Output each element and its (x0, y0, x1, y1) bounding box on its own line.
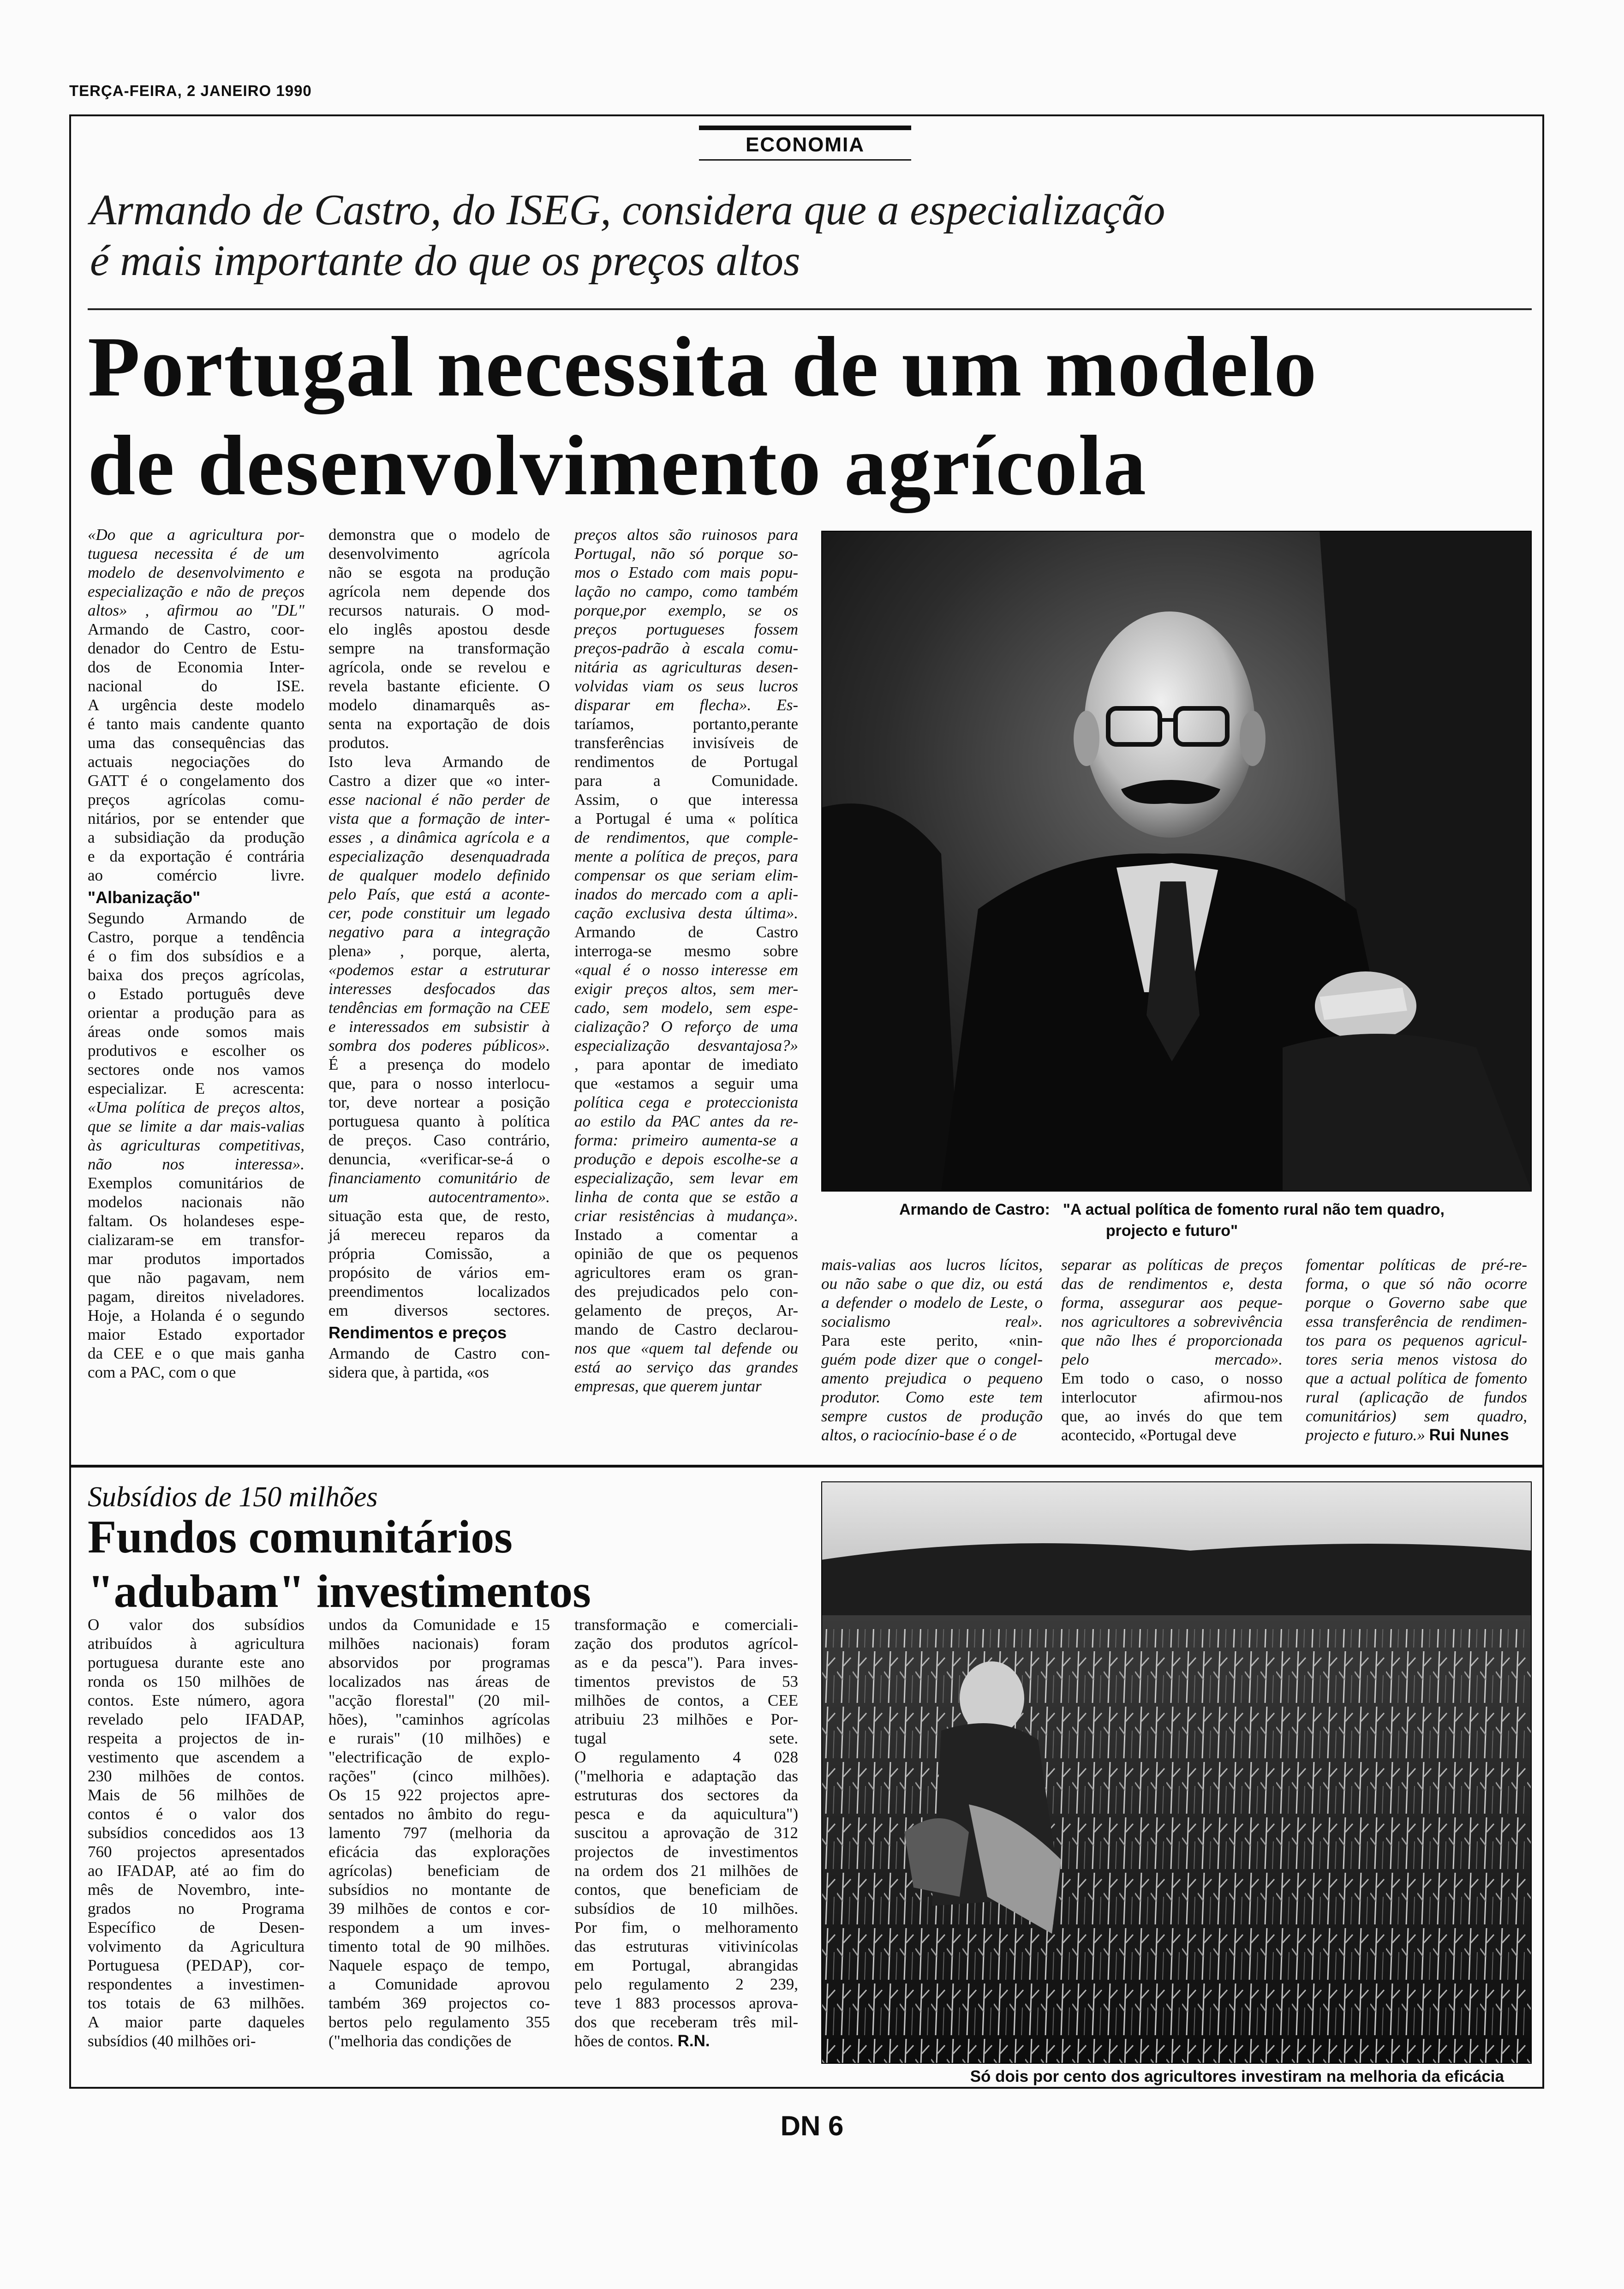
text-line: também 369 projectos co- (328, 1994, 550, 2012)
text-line: esses , a dinâmica agrícola e a (328, 828, 550, 846)
text-line: em Portugal, abrangidas (574, 1956, 798, 1974)
text-line: hões de contos. R.N. (574, 2032, 710, 2050)
text-line: Exemplos comunitários de (88, 1174, 304, 1192)
text-line: separar as políticas de preços (1061, 1256, 1283, 1274)
text-line: ("melhoria das condições de (328, 2032, 512, 2050)
text-line: milhões de contos, a CEE (574, 1691, 798, 1709)
field-photo-image (821, 1481, 1532, 2064)
text-line: produtos. (328, 734, 389, 752)
text-line: denador do Centro de Estu- (88, 639, 304, 657)
article1-column-6 (1306, 1255, 1527, 1444)
text-line: mos o Estado com mais popu- (574, 563, 798, 581)
text-line: preços-padrão à escala comu- (574, 639, 798, 657)
text-line: Instado a comentar a (574, 1226, 798, 1244)
text-line: exigir preços altos, sem mer- (574, 980, 798, 998)
text-line: orientar a produção para as (88, 1004, 304, 1022)
text-line: teve 1 883 processos aprova- (574, 1994, 798, 2012)
text-line: gelamento de preços, Ar- (574, 1301, 798, 1319)
text-line: de preços. Caso contrário, (328, 1131, 550, 1149)
text-line: plena» , porque, alerta, (328, 942, 550, 960)
text-line: undos da Comunidade e 15 (328, 1616, 550, 1634)
text-line: ao comércio livre. (88, 866, 304, 884)
text-line: Castro, porque a tendência (88, 928, 304, 946)
text-line: especialização, sem levar em (574, 1169, 798, 1187)
text-line: áreas onde somos mais (88, 1023, 304, 1041)
text-line: esse nacional é não perder de (328, 791, 550, 809)
text-line: preços altos são ruinosos para (574, 526, 798, 544)
text-line: cado, sem modelo, sem espe- (574, 999, 798, 1017)
text-line: Armando de Castro con- (328, 1344, 550, 1362)
text-line: atribuídos à agricultura (88, 1635, 304, 1653)
portrait-caption (830, 1199, 1513, 1241)
text-line: produtor. Como este tem (821, 1388, 1043, 1406)
page-footer-mark: DN 6 (780, 2110, 844, 2141)
text-line: desenvolvimento agrícola (328, 545, 550, 563)
subhead: "Albanização" (88, 888, 201, 907)
text-line: é o fim dos subsídios e a (88, 947, 304, 965)
text-line: sempre na transformação (328, 639, 550, 657)
text-line: comunitários) sem quadro, (1306, 1407, 1527, 1425)
text-line: altos, o raciocínio-base é o de (821, 1426, 1017, 1444)
text-line: cer, pode constituir um legado (328, 904, 550, 922)
text-line: lamento 797 (melhoria da (328, 1824, 550, 1842)
text-line: suscitou a aprovação de 312 (574, 1824, 798, 1842)
text-line: contos. Este número, agora (88, 1691, 304, 1709)
text-line: Portugal, não só porque so- (574, 545, 798, 563)
text-line: sectores onde nos vamos (88, 1061, 304, 1079)
text-line: especializar. E acrescenta: (88, 1079, 304, 1097)
text-line: que não pagavam, nem (88, 1269, 304, 1287)
text-line: porque o Governo sabe que (1306, 1294, 1527, 1312)
text-line: des prejudicados pelo con- (574, 1282, 798, 1300)
text-line: timentos previstos de 53 (574, 1672, 798, 1690)
text-line: dos de Economia Inter- (88, 658, 304, 676)
portrait-photo-image (821, 531, 1532, 1192)
text-line: Isto leva Armando de (328, 753, 550, 771)
text-line: política cega e proteccionista (574, 1093, 798, 1111)
kicker-line: Armando de Castro, do ISEG, considera que a especialização (90, 186, 1165, 234)
text-line: "electrificação de explo- (328, 1748, 550, 1766)
text-line: O valor dos subsídios (88, 1616, 304, 1634)
text-line: empresas, que querem juntar (574, 1377, 762, 1395)
article2-column-3 (574, 1615, 798, 2050)
text-line: preços agrícolas comu- (88, 791, 304, 809)
text-line: A maior parte daqueles (88, 2013, 304, 2031)
text-line: mando de Castro declarou- (574, 1320, 798, 1338)
caption-name: Armando de Castro: (899, 1201, 1050, 1218)
text-line: forma, assegurar aos peque- (1061, 1294, 1283, 1312)
text-line: um autocentramento». (328, 1188, 550, 1206)
text-line: taríamos, portanto,perante (574, 715, 798, 733)
text-line: projectos de investimentos (574, 1843, 798, 1861)
text-line: inados do mercado com a apli- (574, 885, 798, 903)
text-line: rendimentos de Portugal (574, 753, 798, 771)
text-line: «Do que a agricultura por- (88, 526, 304, 544)
text-line: a Portugal é uma « política (574, 809, 798, 827)
article2-headline (88, 1510, 817, 1619)
text-line: baixa dos preços agrícolas, (88, 966, 304, 984)
author-signature: Rui Nunes (1429, 1426, 1509, 1444)
text-line: pesca e da aquicultura") (574, 1805, 798, 1823)
text-line: preendimentos localizados (328, 1282, 550, 1300)
text-line: GATT é o congelamento dos (88, 772, 304, 790)
text-line: Armando de Castro (574, 923, 798, 941)
text-line: transferências invisíveis de (574, 734, 798, 752)
text-line: Segundo Armando de (88, 909, 304, 927)
text-line: nacional do ISE. (88, 677, 304, 695)
text-line: Em todo o caso, o nosso (1061, 1369, 1283, 1387)
text-line: A urgência deste modelo (88, 696, 304, 714)
text-line: Para este perito, «nin- (821, 1331, 1043, 1349)
text-line: já mereceu reparos da (328, 1226, 550, 1244)
text-line: 39 milhões de contos e cor- (328, 1900, 550, 1917)
text-line: Os 15 922 projectos apre- (328, 1786, 550, 1804)
text-line: compensar os que seriam elim- (574, 866, 798, 884)
text-line: as e da pesca"). Para inves- (574, 1654, 798, 1672)
kicker-rule (88, 308, 1532, 310)
text-line: com a PAC, com o que (88, 1363, 236, 1381)
text-line: acontecido, «Portugal deve (1061, 1426, 1237, 1444)
article-separator (69, 1465, 1544, 1468)
text-line: na ordem dos 21 milhões de (574, 1862, 798, 1880)
text-line: eficácia das explorações (328, 1843, 550, 1861)
text-line: porque,por exemplo, se os (574, 601, 798, 619)
article1-column-1 (88, 525, 304, 1382)
text-line: não se esgota na produção (328, 563, 550, 581)
text-line: tores seria menos vistosa do (1306, 1350, 1527, 1368)
text-line: tugal sete. (574, 1729, 798, 1747)
text-line: situação esta que, de resto, (328, 1207, 550, 1225)
portrait-photo (821, 531, 1532, 1192)
article1-column-2 (328, 525, 550, 1382)
text-line: especialização desenquadrada (328, 847, 550, 865)
text-line: opinião de que os pequenos (574, 1245, 798, 1263)
text-line: subsídios (40 milhões ori- (88, 2032, 256, 2050)
text-line: mais-valias aos lucros lícitos, (821, 1256, 1043, 1274)
text-line: sidera que, à partida, «os (328, 1363, 489, 1381)
text-line: de qualquer modelo definido (328, 866, 550, 884)
text-line: atribuiu 23 milhões e Por- (574, 1710, 798, 1728)
text-line: respondentes a investimen- (88, 1975, 304, 1993)
text-line: disparar em flecha». Es- (574, 696, 798, 714)
text-line: sombra dos poderes públicos». (328, 1037, 550, 1055)
text-line: milhões nacionais) foram (328, 1635, 550, 1653)
text-line: para a Comunidade. (574, 772, 798, 790)
headline-line: Portugal necessita de um modelo (88, 319, 1318, 414)
text-line: Hoje, a Holanda é o segundo (88, 1306, 304, 1324)
text-line: projecto e futuro.» Rui Nunes (1306, 1426, 1509, 1444)
text-line: modelos nacionais não (88, 1193, 304, 1211)
text-line: especialização desvantajosa?» (574, 1037, 798, 1055)
text-line: Por fim, o melhoramento (574, 1918, 798, 1936)
text-line: sentados no âmbito do regu- (328, 1805, 550, 1823)
caption-quote-line: projecto e futuro" (1105, 1222, 1238, 1240)
text-line: 230 milhões de contos. (88, 1767, 304, 1785)
text-line: subsídios de 10 milhões. (574, 1900, 798, 1917)
text-line: ao estilo da PAC antes da re- (574, 1112, 798, 1130)
text-line: estruturas dos sectores da (574, 1786, 798, 1804)
text-line: zação dos produtos agrícol- (574, 1635, 798, 1653)
text-line: Específico de Desen- (88, 1918, 304, 1936)
text-line: tuguesa necessita é de um (88, 545, 304, 563)
article2-column-1 (88, 1615, 304, 2050)
text-line: O regulamento 4 028 (574, 1748, 798, 1766)
text-line: às agriculturas competitivas, (88, 1136, 304, 1154)
text-line: que não lhes é proporcionada (1061, 1331, 1283, 1349)
field-photo (821, 1481, 1532, 2064)
text-line: Armando de Castro, coor- (88, 620, 304, 638)
text-line: forma: primeiro aumenta-se a (574, 1131, 798, 1149)
text-line: , para apontar de imediato (574, 1055, 798, 1073)
text-line: em diversos sectores. (328, 1301, 550, 1319)
article1-column-5 (1061, 1255, 1283, 1444)
text-line: senta na exportação de dois (328, 715, 550, 733)
text-line: produção e depois escolhe-se a (574, 1150, 798, 1168)
caption-quote-line: "A actual política de fomento rural não tem quadro, (1063, 1201, 1445, 1218)
text-line: tos totais de 63 milhões. (88, 1994, 304, 2012)
text-line: a Comunidade aprovou (328, 1975, 550, 1993)
text-line: forma, o que só não ocorre (1306, 1275, 1527, 1293)
text-line: interesses desfocados das (328, 980, 550, 998)
text-line: nos agricultores a sobrevivência (1061, 1312, 1283, 1330)
text-line: cialização? O reforço de uma (574, 1018, 798, 1036)
text-line: transformação e comerciali- (574, 1616, 798, 1634)
text-line: «podemos estar a estruturar (328, 961, 550, 979)
text-line: cação exclusiva desta última». (574, 904, 798, 922)
text-line: socialismo real». (821, 1312, 1043, 1330)
text-line: revela bastante eficiente. O (328, 677, 550, 695)
text-line: faltam. Os holandeses espe- (88, 1212, 304, 1230)
text-line: que, ao invés do que tem (1061, 1407, 1283, 1425)
text-line: essa transferência de rendimen- (1306, 1312, 1527, 1330)
text-line: agricultores eram os gran- (574, 1264, 798, 1282)
text-line: interroga-se mesmo sobre (574, 942, 798, 960)
text-line: volvimento da Agricultura (88, 1937, 304, 1955)
text-line: sempre custos de produção (821, 1407, 1043, 1425)
article1-kicker (90, 185, 1428, 286)
text-line: recursos naturais. O mod- (328, 601, 550, 619)
text-line: subsídios concedidos aos 13 (88, 1824, 304, 1842)
text-line: «Uma política de preços altos, (88, 1098, 304, 1116)
text-line: pagam, direitos niveladores. (88, 1288, 304, 1306)
text-line: 760 projectos apresentados (88, 1843, 304, 1861)
article2-kicker: Subsídios de 150 milhões (88, 1481, 378, 1513)
text-line: É a presença do modelo (328, 1055, 550, 1073)
text-line: volvidas viam os seus lucros (574, 677, 798, 695)
text-line: uma das consequências das (88, 734, 304, 752)
text-line: Naquele espaço de tempo, (328, 1956, 550, 1974)
text-line: vestimento que ascendem a (88, 1748, 304, 1766)
text-line: que, para o nosso interlocu- (328, 1074, 550, 1092)
article1-column-3 (574, 525, 798, 1396)
text-line: nitários, por se entender que (88, 809, 304, 827)
text-line: rações" (cinco milhões). (328, 1767, 550, 1785)
text-line: pelo País, que está a aconte- (328, 885, 550, 903)
text-line: demonstra que o modelo de (328, 526, 550, 544)
kicker-line: é mais importante do que os preços altos (90, 237, 800, 285)
headline-line: "adubam" investimentos (88, 1565, 591, 1618)
text-line: Assim, o que interessa (574, 791, 798, 809)
text-line: ou não sabe o que diz, ou está (821, 1275, 1043, 1293)
text-line: negativo para a integração (328, 923, 550, 941)
text-line: absorvidos por programas (328, 1654, 550, 1672)
text-line: que a actual política de fomento (1306, 1369, 1527, 1387)
text-line: contos é o valor dos (88, 1805, 304, 1823)
text-line: portuguesa durante este ano (88, 1654, 304, 1672)
article2-column-2 (328, 1615, 550, 2050)
text-line: amento prejudica o pequeno (821, 1369, 1043, 1387)
text-line: «qual é o nosso interesse em (574, 961, 798, 979)
text-line: actuais negociações do (88, 753, 304, 771)
text-line: revelado pelo IFADAP, (88, 1710, 304, 1728)
text-line: é tanto mais candente quanto (88, 715, 304, 733)
text-line: pelo mercado». (1061, 1350, 1283, 1368)
text-line: vista que a formação de inter- (328, 809, 550, 827)
text-line: e interessados em subsistir à (328, 1018, 550, 1036)
text-line: linha de conta que se estão a (574, 1188, 798, 1206)
headline-line: de desenvolvimento agrícola (88, 418, 1147, 513)
text-line: agrícolas) beneficiam de (328, 1862, 550, 1880)
text-line: localizados nas áreas de (328, 1672, 550, 1690)
text-line: contos, que beneficiam de (574, 1881, 798, 1899)
text-line: Castro a dizer que «o inter- (328, 772, 550, 790)
text-line: especialização e não de preços (88, 582, 304, 600)
subhead: Rendimentos e preços (328, 1323, 507, 1342)
text-line: hões), "caminhos agrícolas (328, 1710, 550, 1728)
field-caption: Só dois por cento dos agricultores investiram na melhoria da eficácia (970, 2067, 1504, 2085)
text-line: está ao serviço das grandes (574, 1358, 798, 1376)
text-line: que se limite a dar mais-valias (88, 1117, 304, 1135)
text-line: de rendimentos, que comple- (574, 828, 798, 846)
text-line: produtivos e escolher os (88, 1042, 304, 1060)
text-line: pelo regulamento 2 239, (574, 1975, 798, 1993)
text-line: que «estamos a seguir uma (574, 1074, 798, 1092)
text-line: Portuguesa (PEDAP), cor- (88, 1956, 304, 1974)
text-line: mês de Novembro, inte- (88, 1881, 304, 1899)
text-line: grados no Programa (88, 1900, 304, 1917)
article1-headline (88, 318, 1527, 515)
article1-column-4 (821, 1255, 1043, 1444)
text-line: ao IFADAP, até ao fim do (88, 1862, 304, 1880)
text-line: Mais de 56 milhões de (88, 1786, 304, 1804)
section-label: ECONOMIA (699, 126, 911, 161)
text-line: e da exportação é contrária (88, 847, 304, 865)
text-line: tendências em formação na CEE (328, 999, 550, 1017)
text-line: rural (aplicação de fundos (1306, 1388, 1527, 1406)
text-line: "acção florestal" (20 mil- (328, 1691, 550, 1709)
author-signature: R.N. (677, 2032, 710, 2050)
text-line: própria Comissão, a (328, 1245, 550, 1263)
text-line: ("melhoria e adaptação das (574, 1767, 798, 1785)
text-line: subsídios no montante de (328, 1881, 550, 1899)
text-line: modelo dinamarquês as- (328, 696, 550, 714)
text-line: não nos interessa». (88, 1155, 304, 1173)
text-line: mar produtos importados (88, 1250, 304, 1268)
text-line: a subsidiação da produção (88, 828, 304, 846)
text-line: tos para os pequenos agricul- (1306, 1331, 1527, 1349)
text-line: lação no campo, como também (574, 582, 798, 600)
text-line: da CEE e o que mais ganha (88, 1344, 304, 1362)
text-line: a defender o modelo de Leste, o (821, 1294, 1043, 1312)
text-line: o Estado português deve (88, 985, 304, 1003)
text-line: modelo de desenvolvimento e (88, 563, 304, 581)
text-line: guém pode dizer que o congel- (821, 1350, 1043, 1368)
text-line: das estruturas vitivinícolas (574, 1937, 798, 1955)
text-line: fomentar políticas de pré-re- (1306, 1256, 1527, 1274)
text-line: respondem a um inves- (328, 1918, 550, 1936)
text-line: bertos pelo regulamento 355 (328, 2013, 550, 2031)
text-line: elo inglês apostou desde (328, 620, 550, 638)
dateline: TERÇA-FEIRA, 2 JANEIRO 1990 (69, 82, 312, 99)
text-line: nitária as agriculturas desen- (574, 658, 798, 676)
text-line: propósito de vários em- (328, 1264, 550, 1282)
text-line: altos» , afirmou ao "DL" (88, 601, 304, 619)
text-line: nos que «quem tal defende ou (574, 1339, 798, 1357)
headline-line: Fundos comunitários (88, 1511, 513, 1563)
text-line: preços portugueses fossem (574, 620, 798, 638)
text-line: interlocutor afirmou-nos (1061, 1388, 1283, 1406)
text-line: timento total de 90 milhões. (328, 1937, 550, 1955)
text-line: das de rendimentos e, desta (1061, 1275, 1283, 1293)
text-line: agrícola, onde se revelou e (328, 658, 550, 676)
text-line: dos que receberam três mil- (574, 2013, 798, 2031)
text-line: mente a política de preços, para (574, 847, 798, 865)
text-line: e rurais" (10 milhões) e (328, 1729, 550, 1747)
text-line: maior Estado exportador (88, 1325, 304, 1343)
text-line: denuncia, «verificar-se-á o (328, 1150, 550, 1168)
text-line: ronda os 150 milhões de (88, 1672, 304, 1690)
text-line: agrícola nem depende dos (328, 582, 550, 600)
text-line: portuguesa quanto à política (328, 1112, 550, 1130)
text-line: criar resistências à mudança». (574, 1207, 798, 1225)
text-line: financiamento comunitário de (328, 1169, 550, 1187)
text-line: cializaram-se em transfor- (88, 1231, 304, 1249)
text-line: respeita a projectos de in- (88, 1729, 304, 1747)
text-line: tor, deve nortear a posição (328, 1093, 550, 1111)
